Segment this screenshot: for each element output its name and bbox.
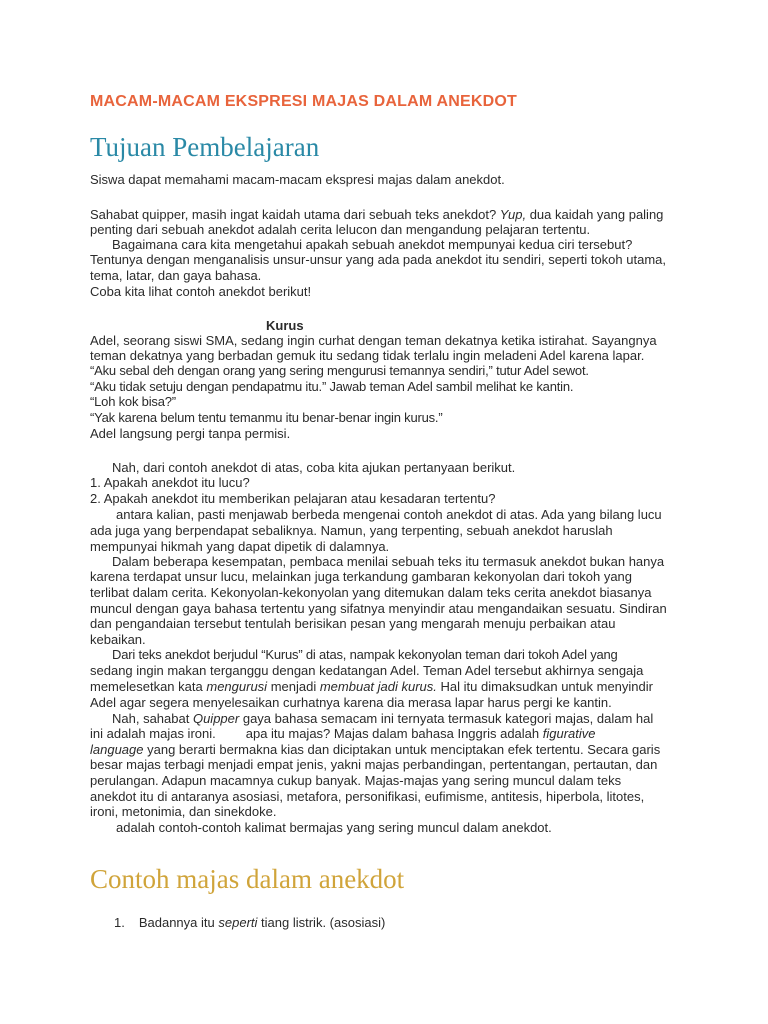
paragraph-line: Nah, dari contoh anekdot di atas, coba kita ajukan pertanyaan berikut. xyxy=(112,460,516,475)
paragraph-line: penting dari sebuah anekdot adalah cerita lelucon dan mengandung pelajaran tertentu. xyxy=(90,222,591,237)
paragraph-line: tema, latar, dan gaya bahasa. xyxy=(90,268,262,283)
question-item: 2. Apakah anekdot itu memberikan pelajaran atau kesadaran tertentu? xyxy=(90,491,496,506)
section-heading-tujuan: Tujuan Pembelajaran xyxy=(90,132,320,162)
paragraph-line: dan pengandaian tersebut tentulah berisikan pesan yang mengarah menuju perbaikan atau xyxy=(90,616,616,631)
paragraph-line: terlibat dalam cerita. Kekonyolan-kekonyolan yang ditemukan dalam teks cerita anekdot biasanya xyxy=(90,585,652,600)
paragraph-line: Adel agar segera menyelesaikan curhatnya karena dia merasa lapar harus pergi ke kantin. xyxy=(90,695,612,710)
paragraph-line: Nah, sahabat Quipper gaya bahasa semacam ini ternyata termasuk kategori majas, dalam hal xyxy=(112,711,654,726)
paragraph-line: ada juga yang berpendapat sebaliknya. Namun, yang terpenting, sebuah anekdot haruslah xyxy=(90,523,613,538)
paragraph-line: perulangan. Adapun macamnya cukup banyak. Majas-majas yang sering muncul dalam teks xyxy=(90,773,622,788)
paragraph-line: Dari teks anekdot berjudul “Kurus” di atas, nampak kekonyolan teman dari tokoh Adel yang xyxy=(112,647,618,662)
story-line: Adel langsung pergi tanpa permisi. xyxy=(90,426,291,441)
story-line: “Aku tidak setuju dengan pendapatmu itu.” Jawab teman Adel sambil melihat ke kantin. xyxy=(90,379,574,394)
paragraph-line: besar majas terbagi menjadi empat jenis, yakni majas perbandingan, pertentangan, pertautan, dan xyxy=(90,757,658,772)
section-heading-contoh: Contoh majas dalam anekdot xyxy=(90,864,405,894)
paragraph-line: Bagaimana cara kita mengetahui apakah sebuah anekdot mempunyai kedua ciri tersebut? xyxy=(112,237,633,252)
paragraph-line: mempunyai hikmah yang dapat dipetik di dalamnya. xyxy=(90,539,390,554)
story-line: “Yak karena belum tentu temanmu itu benar-benar ingin kurus.” xyxy=(90,410,443,425)
story-line: Adel, seorang siswi SMA, sedang ingin curhat dengan teman dekatnya ketika istirahat. Sayangnya xyxy=(90,333,657,348)
story-line: “Loh kok bisa?” xyxy=(90,394,176,409)
paragraph-line: Sahabat quipper, masih ingat kaidah utama dari sebuah teks anekdot? Yup, dua kaidah yang paling xyxy=(90,207,664,222)
list-item: 1. Badannya itu seperti tiang listrik. (asosiasi) xyxy=(114,915,386,930)
paragraph-line: muncul dengan gaya bahasa tertentu yang sifatnya menyindir atau mengandaikan sesuatu. Sindiran xyxy=(90,601,667,616)
story-line: teman dekatnya yang berbadan gemuk itu sedang tidak terlalu ingin meladeni Adel karena lapar. xyxy=(90,348,645,363)
paragraph-line: sedang ingin makan terganggu dengan kedatangan Adel. Teman Adel tersebut akhirnya sengaja xyxy=(90,663,644,678)
paragraph-line: adalah contoh-contoh kalimat bermajas yang sering muncul dalam anekdot. xyxy=(116,820,552,835)
paragraph-line: antara kalian, pasti menjawab berbeda mengenai contoh anekdot di atas. Ada yang bilang lucu xyxy=(116,507,662,522)
paragraph-line: ironi, metonimia, dan sinekdoke. xyxy=(90,804,277,819)
question-item: 1. Apakah anekdot itu lucu? xyxy=(90,475,250,490)
paragraph-line: kebaikan. xyxy=(90,632,146,647)
paragraph-line: memelesetkan kata mengurusi menjadi membuat jadi kurus. Hal itu dimaksudkan untuk menyindir xyxy=(90,679,653,694)
paragraph-line: ini adalah majas ironi. apa itu majas? Majas dalam bahasa Inggris adalah figurative xyxy=(90,726,596,741)
paragraph-line: language yang berarti bermakna kias dan diciptakan untuk menciptakan efek tertentu. Secara garis xyxy=(90,742,661,757)
paragraph-line: Tentunya dengan menganalisis unsur-unsur yang ada pada anekdot itu sendiri, seperti tokoh utama, xyxy=(90,252,666,267)
story-title: Kurus xyxy=(266,318,304,333)
paragraph-line: karena terdapat unsur lucu, melainkan juga terkandung gambaran kekonyolan dari tokoh yang xyxy=(90,569,633,584)
paragraph-line: anekdot itu di antaranya asosiasi, metafora, personifikasi, eufimisme, antitesis, hiperbola, litotes, xyxy=(90,789,645,804)
document-title: MACAM-MACAM EKSPRESI MAJAS DALAM ANEKDOT xyxy=(90,93,517,110)
story-line: “Aku sebal deh dengan orang yang sering mengurusi temannya sendiri,” tutur Adel sewot. xyxy=(90,363,589,378)
paragraph-line: Coba kita lihat contoh anekdot berikut! xyxy=(90,284,312,299)
paragraph-line: Siswa dapat memahami macam-macam ekspresi majas dalam anekdot. xyxy=(90,172,505,187)
paragraph-line: Dalam beberapa kesempatan, pembaca menilai sebuah teks itu termasuk anekdot bukan hanya xyxy=(112,554,665,569)
